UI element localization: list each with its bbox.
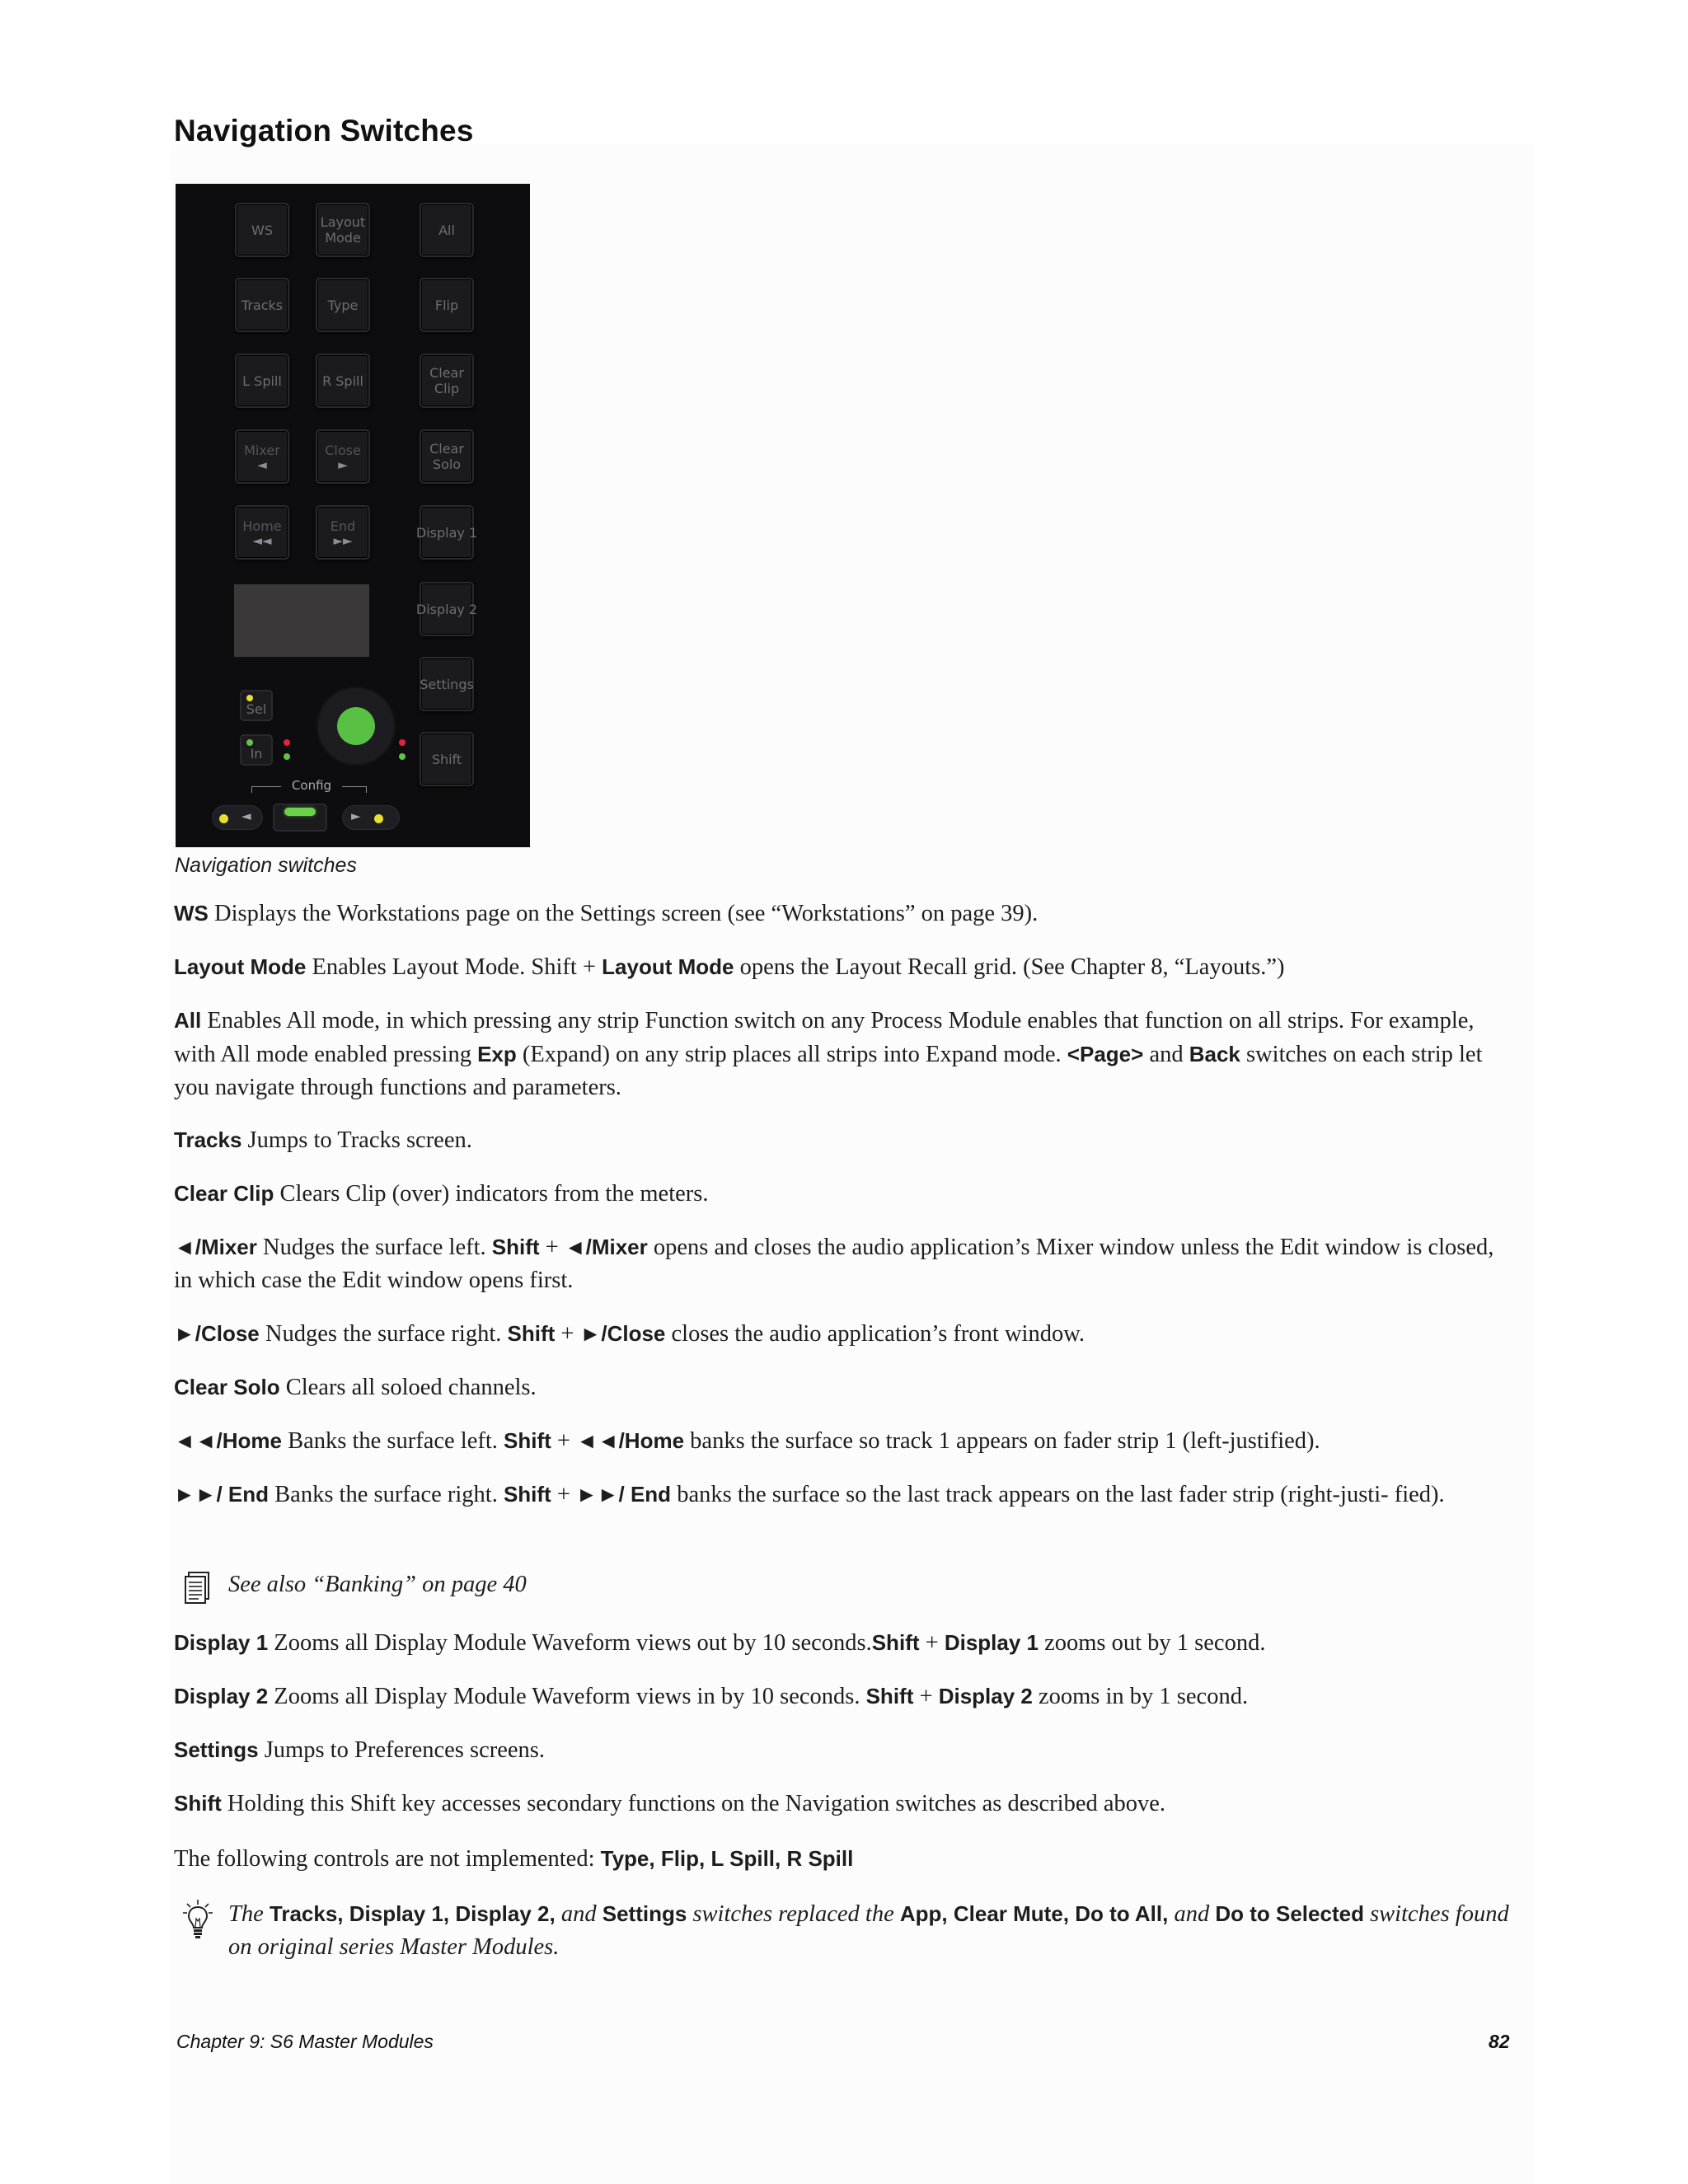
type-switch[interactable] <box>316 278 370 332</box>
bold-term: App, Clear Mute, Do to All, <box>899 1901 1169 1926</box>
bold-term: Display 2 <box>174 1684 269 1708</box>
bold-term: Settings <box>602 1901 687 1926</box>
text-run: + <box>919 1630 945 1656</box>
text-run: + <box>551 1428 577 1454</box>
bold-term: WS <box>174 901 209 926</box>
text-run: Jumps to Tracks screen. <box>241 1127 472 1153</box>
display1-switch[interactable] <box>415 505 478 560</box>
text-run: Shift <box>531 954 577 980</box>
switch-label: Clear <box>429 365 464 381</box>
close-arrow-icon: ► <box>338 457 348 472</box>
paragraph-not-implemented <box>174 1842 1513 1876</box>
paragraph-tracks <box>174 1123 1513 1157</box>
paragraph-layout-mode <box>174 950 1513 984</box>
bold-term: Shift <box>865 1684 914 1708</box>
bold-term: Type, Flip, L Spill, R Spill <box>600 1846 854 1871</box>
home-switch[interactable] <box>235 505 289 560</box>
text-run: + <box>576 954 603 980</box>
bold-term: Settings <box>174 1737 259 1762</box>
text-run: opens the Layout Recall grid. (See Chapter 8, “Layouts.”) <box>734 954 1285 980</box>
bold-term: Shift <box>503 1482 551 1507</box>
all-switch[interactable] <box>420 203 474 257</box>
switch-label: Clip <box>434 381 460 396</box>
text-run: Clears Clip (over) indicators from the meters. <box>274 1181 709 1207</box>
paragraph-all <box>174 1004 1513 1104</box>
text-run: and <box>1143 1042 1189 1067</box>
ws-switch[interactable] <box>235 203 289 257</box>
switch-label: Tracks <box>241 297 284 313</box>
text-run: Nudges the surface right. <box>259 1321 508 1347</box>
bold-term: Clear Solo <box>174 1375 280 1399</box>
text-run: Banks the surface right. <box>269 1482 504 1507</box>
bold-term: ◄◄/Home <box>174 1428 282 1453</box>
jog-knob[interactable] <box>337 707 375 745</box>
r-spill-switch[interactable] <box>316 354 370 408</box>
mixer-switch[interactable] <box>235 429 289 484</box>
paragraph-mixer <box>174 1230 1513 1297</box>
figure-caption: Navigation switches <box>175 854 357 877</box>
config-label: Config <box>291 778 332 793</box>
text-run: Holding this Shift key accesses secondary functions on the Navigation switches as described above. <box>221 1791 1166 1816</box>
text-run: Banks the surface left. <box>281 1428 504 1454</box>
bold-term: Display 1 <box>174 1630 269 1655</box>
in-indicator <box>246 739 253 746</box>
text-run: (Expand) on any strip places all strips into Expand mode. <box>516 1042 1067 1067</box>
mixer-arrow-icon: ◄ <box>257 457 267 472</box>
switch-label: Solo <box>432 457 462 472</box>
layout-mode-switch[interactable] <box>316 203 370 257</box>
config-right-dot <box>374 814 383 823</box>
switch-label: Flip <box>434 297 459 313</box>
text-run: + <box>539 1235 565 1260</box>
text-run: zooms out by 1 second. <box>1038 1630 1266 1656</box>
close-switch[interactable] <box>316 429 370 484</box>
paragraph-end <box>174 1478 1513 1511</box>
bold-term: ►/Close <box>174 1321 260 1346</box>
bold-term: Shift <box>174 1791 222 1816</box>
text-run: Jumps to Preferences screens. <box>258 1737 546 1763</box>
switch-label: Mixer <box>244 442 280 458</box>
bold-term: Exp <box>477 1042 517 1066</box>
text-run: See also “Banking” on page 40 <box>228 1572 527 1597</box>
paragraph-display1 <box>174 1626 1513 1660</box>
bold-term: Shift <box>507 1321 556 1346</box>
right-red-indicator <box>399 739 406 746</box>
text-run: + <box>913 1684 939 1709</box>
config-center-led <box>284 808 316 816</box>
page-number: 82 <box>1489 2031 1510 2052</box>
text-run: Nudges the surface left. <box>256 1235 492 1260</box>
text-run: switches on each strip let you navigate through functions and parameters. <box>174 1042 1483 1100</box>
text-run: The following controls are not implemented: <box>174 1846 601 1872</box>
config-left-dot <box>219 814 228 823</box>
settings-switch[interactable] <box>420 657 474 711</box>
bold-term: Tracks, Display 1, Display 2, <box>269 1901 556 1926</box>
switch-label: Display 1 <box>415 524 478 541</box>
page-title: Navigation Switches <box>174 114 474 148</box>
text-run: + <box>551 1482 577 1507</box>
bold-term: Shift <box>871 1630 920 1655</box>
lcd-display <box>234 584 369 657</box>
switch-label: All <box>438 222 455 238</box>
clear-clip-switch[interactable] <box>420 354 474 408</box>
paragraph-clear-clip <box>174 1177 1513 1211</box>
bold-term: ►►/ End <box>576 1482 672 1507</box>
bold-term: Display 2 <box>938 1684 1033 1708</box>
bold-term: All <box>174 1008 202 1033</box>
bold-term: Tracks <box>174 1127 242 1152</box>
bold-term: Display 1 <box>944 1630 1039 1655</box>
bold-term: ►/Close <box>579 1321 666 1346</box>
tracks-switch[interactable] <box>235 278 289 332</box>
l-spill-switch[interactable] <box>235 354 289 408</box>
switch-label: Mode <box>325 230 361 246</box>
paragraph-ws <box>174 897 1513 930</box>
switch-label: Display 2 <box>415 601 478 617</box>
bold-term: ►►/ End <box>174 1482 270 1507</box>
text-run: The <box>228 1901 270 1927</box>
paragraph-settings <box>174 1733 1513 1767</box>
paragraph-home <box>174 1424 1513 1458</box>
paragraph-display2 <box>174 1680 1513 1713</box>
paragraph-clear-solo <box>174 1371 1513 1404</box>
sel-label: Sel <box>246 701 267 717</box>
text-run: switches replaced the <box>687 1901 900 1927</box>
shift-switch[interactable] <box>420 732 474 786</box>
text-run: and <box>555 1901 603 1927</box>
switch-label: Home <box>242 518 282 534</box>
bold-term: Shift <box>504 1428 551 1453</box>
text-run: Displays the Workstations page on the Settings screen (see “Workstations” on page 39). <box>208 901 1039 926</box>
bold-term: Layout Mode <box>602 954 734 979</box>
bold-term: <Page> <box>1067 1042 1144 1066</box>
text-run: Zooms all Display Module Waveform views out by 10 seconds. <box>268 1630 872 1656</box>
switch-label: L Spill <box>242 373 282 389</box>
text-run: opens and closes the audio application’s Mixer window unless the Edit window is closed, in which case the Edit window opens first. <box>174 1235 1494 1293</box>
bold-term: ◄/Mixer <box>174 1235 257 1259</box>
note-icon <box>183 1571 211 1605</box>
bold-term: Shift <box>491 1235 540 1259</box>
bold-term: Layout Mode <box>174 954 307 979</box>
text-run: Clears all soloed channels. <box>279 1375 537 1400</box>
see-also-note <box>228 1568 1514 1601</box>
end-switch[interactable] <box>316 505 370 560</box>
text-run: switches found on original series Master Modules. <box>228 1901 1509 1960</box>
navigation-switches-panel <box>176 184 530 847</box>
footer-chapter: Chapter 9: S6 Master Modules <box>176 2031 434 2052</box>
bold-term: Back <box>1189 1042 1240 1066</box>
text-run: Enables All mode, in which pressing any strip Function switch on any Process Module enables that function on all strips. For example, with All mode enabled pressing <box>174 1008 1475 1067</box>
text-run: banks the surface so the last track appears on the last fader strip (right-justi- fied). <box>671 1482 1445 1507</box>
text-run: Zooms all Display Module Waveform views in by 10 seconds. <box>268 1684 866 1709</box>
in-label: In <box>250 746 263 762</box>
bold-term: ◄◄/Home <box>576 1428 685 1453</box>
bold-term: ◄/Mixer <box>564 1235 648 1259</box>
paragraph-close <box>174 1317 1513 1351</box>
text-run: + <box>555 1321 580 1347</box>
sel-indicator <box>246 695 253 701</box>
end-arrow-icon: ►► <box>333 532 353 548</box>
flip-switch[interactable] <box>420 278 474 332</box>
home-arrow-icon: ◄◄ <box>252 532 272 548</box>
clear-solo-switch[interactable] <box>420 429 474 484</box>
text-run: Enables Layout Mode. <box>306 954 532 980</box>
text-run: closes the audio application’s front window. <box>665 1321 1085 1347</box>
switch-label: Clear <box>429 441 464 457</box>
paragraph-shift <box>174 1787 1513 1821</box>
switch-label: Close <box>325 442 361 458</box>
text-run: zooms in by 1 second. <box>1032 1684 1249 1709</box>
text-run: banks the surface so track 1 appears on fader strip 1 (left-justified). <box>684 1428 1320 1454</box>
left-green-indicator <box>284 753 290 760</box>
config-right-arrow-icon: ► <box>351 808 361 823</box>
sel-button[interactable] <box>240 690 273 721</box>
switch-label: End <box>330 518 356 534</box>
switch-label: Layout <box>320 214 366 230</box>
lightbulb-icon <box>183 1899 213 1940</box>
bold-term: Clear Clip <box>174 1181 274 1206</box>
right-green-indicator <box>399 753 406 760</box>
switch-label: WS <box>251 222 273 238</box>
switch-label: Settings <box>420 676 474 692</box>
switch-label: Shift <box>431 751 462 767</box>
bold-term: Do to Selected <box>1215 1901 1364 1926</box>
switch-label: R Spill <box>322 373 363 389</box>
switch-label: Type <box>327 297 359 313</box>
left-red-indicator <box>284 739 290 746</box>
in-button[interactable] <box>240 734 273 766</box>
config-left-arrow-icon: ◄ <box>241 808 251 823</box>
text-run: and <box>1168 1901 1216 1927</box>
display2-switch[interactable] <box>415 582 478 636</box>
tip-note <box>228 1897 1514 1964</box>
